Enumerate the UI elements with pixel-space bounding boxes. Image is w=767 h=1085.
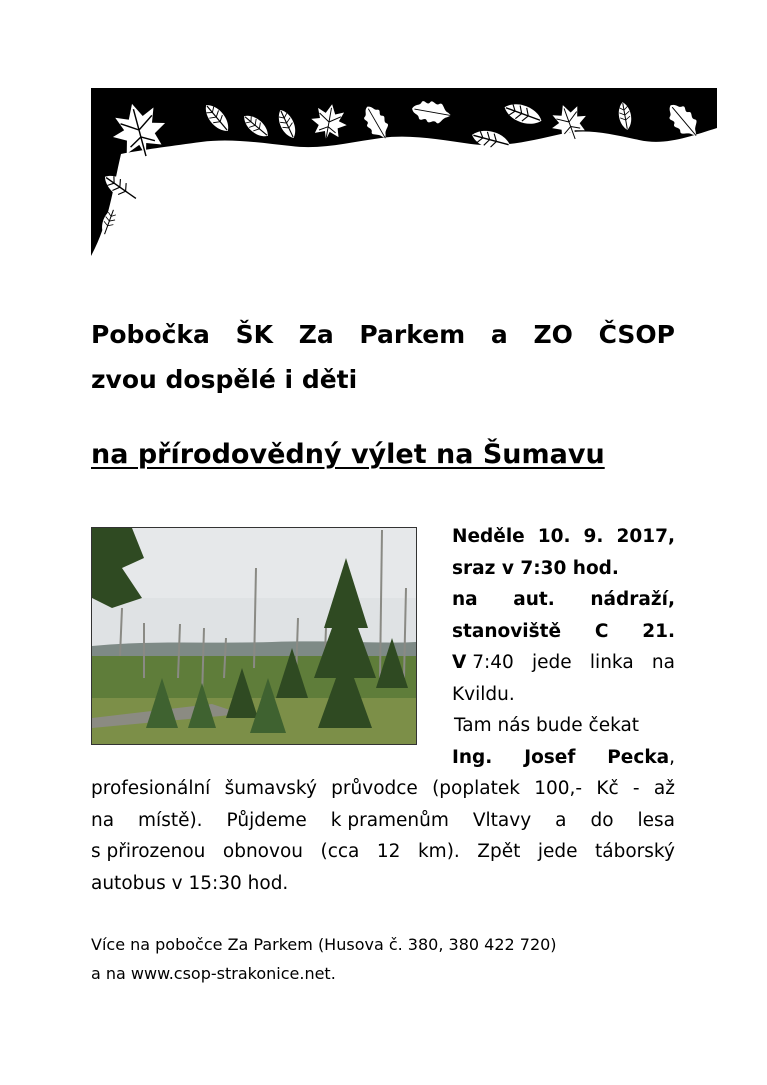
description-word: na <box>91 809 115 831</box>
date-word: 10. <box>537 526 571 547</box>
heading-word: Parkem <box>359 320 466 349</box>
meeting-time: sraz v 7:30 hod. <box>452 557 619 579</box>
bus-word: 7:40 <box>472 652 514 673</box>
place-word: aut. <box>513 589 555 610</box>
description-word: - <box>632 778 640 799</box>
description-word: 100,- <box>534 778 583 799</box>
heading-line-1 <box>91 312 675 357</box>
description-word: 12 <box>376 841 401 862</box>
description-word: až <box>653 778 675 799</box>
stand-word: C <box>594 620 609 642</box>
meeting-stand <box>452 616 675 648</box>
guide-word-wrap <box>607 742 675 774</box>
description-word: jede <box>537 841 578 862</box>
bus-word: na <box>651 652 675 673</box>
bus-v: V <box>452 652 467 673</box>
bus-line <box>452 647 675 679</box>
heading-line-2: zvou dospělé i děti <box>91 365 358 394</box>
trip-details <box>452 521 675 773</box>
description-line <box>91 836 675 868</box>
description-word: obnovou <box>222 841 303 862</box>
description-word: profesionální <box>91 778 211 799</box>
invitation-heading <box>91 312 675 402</box>
guide-comma: , <box>669 746 675 768</box>
description-line <box>91 805 675 837</box>
bus-word: jede <box>532 652 572 673</box>
heading-word: ŠK <box>235 320 273 349</box>
description-word: Kč <box>596 778 619 799</box>
description-word: s přirozenou <box>91 841 206 862</box>
description-word: táborský <box>595 841 675 862</box>
forest-photo <box>91 527 417 745</box>
guide-word: Pecka <box>607 746 670 768</box>
heading-word: ČSOP <box>598 320 675 349</box>
date-word: 9. <box>583 526 604 547</box>
heading-word: Pobočka <box>91 320 210 349</box>
description-line <box>91 868 675 900</box>
heading-word: ZO <box>533 320 573 349</box>
date-line <box>452 521 675 553</box>
description-word: průvodce <box>331 778 418 799</box>
leaf-banner-decoration <box>91 88 717 256</box>
guide-word: Ing. <box>452 746 493 768</box>
date-word: Neděle <box>452 526 525 547</box>
description-word: k pramenům <box>330 809 449 831</box>
place-word: nádraží, <box>590 589 675 610</box>
description-word: lesa <box>637 809 675 831</box>
description-word: Zpět <box>477 841 521 862</box>
wait-line: Tam nás bude čekat <box>454 715 640 736</box>
contact-line-2: a na www.csop-strakonice.net. <box>91 964 336 983</box>
description-word: (cca <box>320 841 360 862</box>
contact-info <box>91 930 675 988</box>
description-word: místě). <box>138 809 203 831</box>
description-word: do <box>590 809 614 831</box>
trip-description <box>91 773 675 899</box>
heading-word: a <box>490 320 508 349</box>
guide-line <box>452 742 675 774</box>
description-line <box>91 773 675 805</box>
description-word: km). <box>417 841 460 862</box>
description-word: autobus v 15:30 hod. <box>91 872 289 894</box>
place-word: na <box>452 589 478 610</box>
stand-word: stanoviště <box>452 620 562 642</box>
description-word: šumavský <box>224 778 317 799</box>
guide-word: Josef <box>524 746 576 768</box>
stand-word: 21. <box>642 620 675 642</box>
date-word: 2017, <box>616 526 675 547</box>
description-word: Vltavy <box>472 809 532 831</box>
description-word: (poplatek <box>432 778 520 799</box>
bus-destination: Kvildu. <box>452 683 515 705</box>
contact-line-1: Více na pobočce Za Parkem (Husova č. 380, 380 422 720) <box>91 935 557 954</box>
meeting-place <box>452 584 675 616</box>
description-word: a <box>555 809 567 831</box>
heading-word: Za <box>298 320 334 349</box>
description-word: Půjdeme <box>226 809 307 831</box>
trip-title: na přírodovědný výlet na Šumavu <box>91 439 605 470</box>
bus-word <box>452 647 514 679</box>
bus-word: linka <box>589 652 634 673</box>
